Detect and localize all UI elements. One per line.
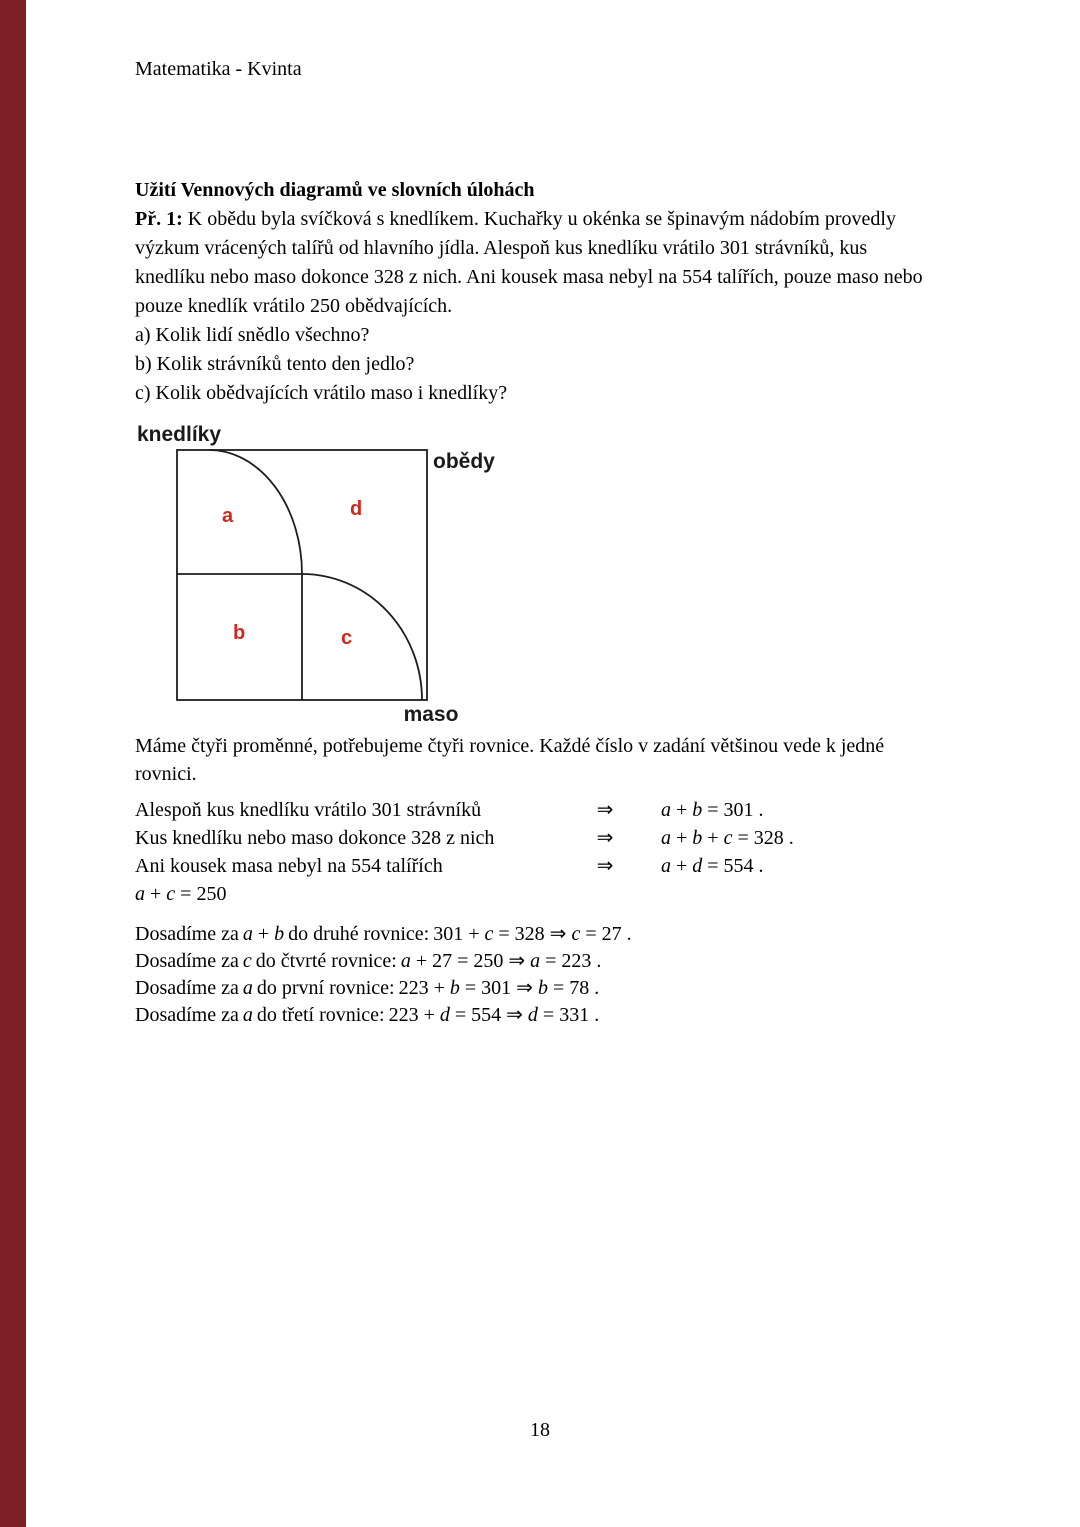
equation-formula: a + b + c = 328 . [661,827,794,849]
substitution-step [135,948,955,975]
set-label-maso: maso [403,703,459,726]
implies-arrow: ⇒ [596,855,614,877]
step-variable: c [242,950,252,972]
substitution-steps [135,921,955,1029]
page-content [135,58,955,1029]
page-number: 18 [530,1419,550,1441]
step-middle: do třetí rovnice: [256,1004,385,1026]
left-accent-bar [0,0,26,1527]
document-header: Matematika - Kvinta [135,58,302,80]
section-title: Užití Vennových diagramů ve slovních úlohách [135,179,535,201]
maso-arc [302,574,422,700]
set-label-obedy: obědy [433,450,495,473]
step-equation: 223 + b = 301 ⇒ b = 78 . [398,977,600,999]
equation-row [135,852,955,880]
problem-label: Př. 1: [135,208,183,230]
equation-row [135,824,955,852]
problem-text: K obědu byla svíčková s knedlíkem. Kuchařky u okénka se špinavým nádobím provedly výzkum vrácených talířů od hlavního jídla. Alespoň kus knedlíku vrátilo 301 strávníků, kus knedlíku nebo maso dokonce 328 z nich. Ani kousek masa nebyl na 554 talířích, pouze maso nebo pouze knedlík vrátilo 250 obědvajících. [135,208,923,317]
equation-row [135,880,955,908]
substitution-step [135,921,955,948]
step-middle: do čtvrté rovnice: [255,950,397,972]
question-b: b) Kolik strávníků tento den jedlo? [135,353,415,375]
substitution-step [135,1002,955,1029]
equation-clue: Alespoň kus knedlíku vrátilo 301 strávníků [135,799,482,821]
region-label-b: b [233,622,246,644]
step-variable: a [242,977,253,999]
step-equation: 223 + d = 554 ⇒ d = 331 . [388,1004,600,1026]
venn-diagram [135,424,535,732]
equation-table [135,796,955,908]
question-c: c) Kolik obědvajících vrátilo maso i knedlíky? [135,382,508,404]
step-equation: a + 27 = 250 ⇒ a = 223 . [400,950,602,972]
step-prefix: Dosadíme za [135,977,239,999]
question-a: a) Kolik lidí snědlo všechno? [135,324,370,346]
substitution-step [135,975,955,1002]
step-prefix: Dosadíme za [135,1004,239,1026]
equation-clue: Ani kousek masa nebyl na 554 talířích [135,855,443,877]
step-middle: do druhé rovnice: [288,923,430,945]
step-prefix: Dosadíme za [135,950,239,972]
equation-formula: a + b = 301 . [661,799,764,821]
step-prefix: Dosadíme za [135,923,239,945]
step-variable: a + b [242,923,285,945]
region-label-c: c [341,627,353,649]
equation-clue: Kus knedlíku nebo maso dokonce 328 z nich [135,827,495,849]
step-variable: a [242,1004,253,1026]
equation-row [135,796,955,824]
region-label-d: d [350,498,363,520]
step-equation: 301 + c = 328 ⇒ c = 27 . [433,923,632,945]
question-list [135,321,955,408]
problem-statement [135,205,935,321]
equation-extra: a + c = 250 [135,883,227,905]
step-middle: do první rovnice: [256,977,395,999]
region-label-a: a [222,505,234,527]
set-label-knedliky: knedlíky [137,424,222,446]
equation-formula: a + d = 554 . [661,855,764,877]
implies-arrow: ⇒ [596,799,614,821]
explanation-text: Máme čtyři proměnné, potřebujeme čtyři rovnice. Každé číslo v zadání většinou vede k jedné rovnici. [135,735,885,785]
implies-arrow: ⇒ [596,827,614,849]
